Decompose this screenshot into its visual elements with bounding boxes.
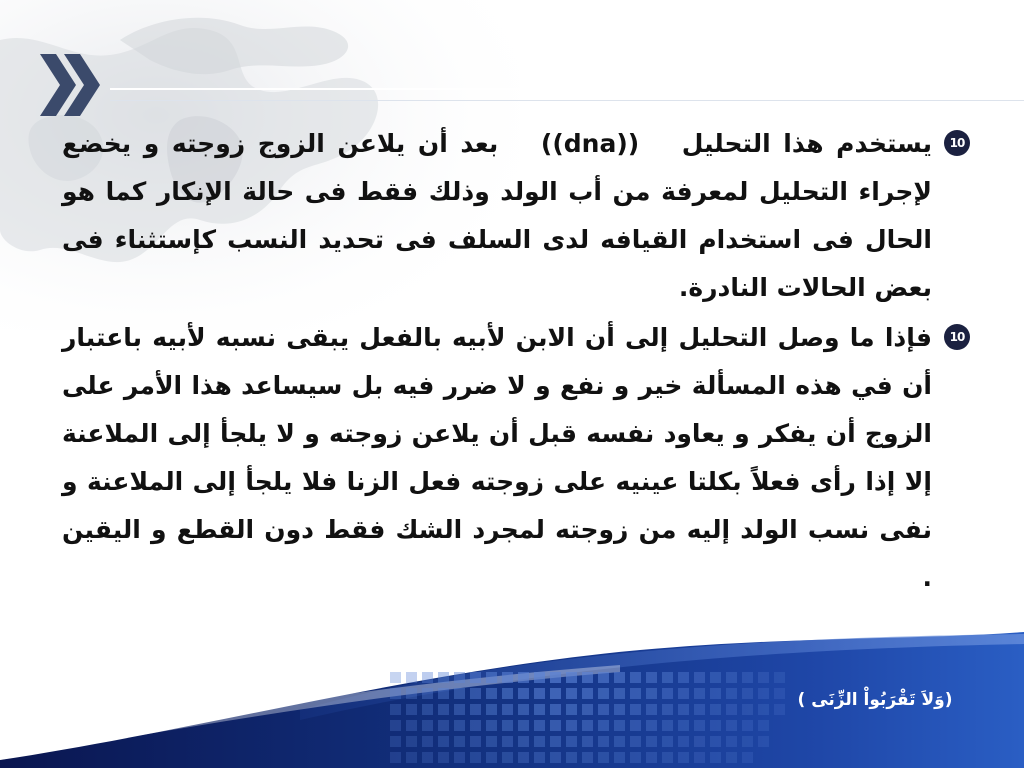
decor-tile bbox=[566, 752, 577, 763]
decor-tile bbox=[742, 704, 753, 715]
decor-tile bbox=[630, 752, 641, 763]
decor-tile bbox=[726, 704, 737, 715]
decor-tile bbox=[406, 704, 417, 715]
decor-tile bbox=[614, 752, 625, 763]
decor-tile bbox=[390, 688, 401, 699]
decor-tile bbox=[390, 720, 401, 731]
decor-tile bbox=[742, 688, 753, 699]
decor-tile bbox=[406, 752, 417, 763]
decor-tile bbox=[726, 752, 737, 763]
decor-tile bbox=[694, 704, 705, 715]
content-area bbox=[62, 120, 970, 604]
decor-tile bbox=[678, 688, 689, 699]
decor-tile bbox=[758, 704, 769, 715]
bullet-number-icon: 10 bbox=[944, 130, 970, 156]
decor-tile bbox=[710, 720, 721, 731]
decor-tile bbox=[758, 672, 769, 683]
decor-tile bbox=[694, 720, 705, 731]
decor-tile bbox=[534, 704, 545, 715]
decor-tile bbox=[518, 672, 529, 683]
decor-tile bbox=[518, 736, 529, 747]
decor-tile bbox=[438, 736, 449, 747]
decor-tile bbox=[678, 672, 689, 683]
decor-tile bbox=[694, 672, 705, 683]
decor-tile bbox=[662, 704, 673, 715]
decor-tile bbox=[598, 672, 609, 683]
decor-tile bbox=[742, 736, 753, 747]
decor-tile bbox=[390, 736, 401, 747]
decor-tile bbox=[630, 736, 641, 747]
decor-tile bbox=[726, 688, 737, 699]
decor-tile bbox=[454, 672, 465, 683]
decor-tile bbox=[582, 736, 593, 747]
decor-tile bbox=[470, 688, 481, 699]
decor-tile bbox=[550, 672, 561, 683]
decor-tile bbox=[566, 704, 577, 715]
decor-tile bbox=[774, 672, 785, 683]
decor-tile bbox=[422, 752, 433, 763]
decor-tile bbox=[534, 688, 545, 699]
decor-tile bbox=[710, 736, 721, 747]
decor-tile bbox=[534, 736, 545, 747]
decor-tile bbox=[438, 752, 449, 763]
bullet-text: فإذا ما وصل التحليل إلى أن الابن لأبيه بالفعل يبقى نسبه لأبيه باعتبار أن في هذه المسألة خير و نفع و لا ضرر فيه بل سيساعد هذا الأمر على الزوج أن يفكر و يعاود نفسه قبل أن يلاعن زوجته و لا يلجأ إلى الملاعنة إلا إذا رأى فعلاً بكلتا عينيه على زوجته فعل الزنا فلا يلجأ إلى الملاعنة و نفى نسب الولد إليه من زوجته لمجرد الشك فقط دون القطع و اليقين . bbox=[62, 323, 932, 592]
decor-tile bbox=[678, 752, 689, 763]
decor-tile bbox=[646, 752, 657, 763]
decor-tile bbox=[710, 688, 721, 699]
decor-tile bbox=[390, 752, 401, 763]
decor-tile bbox=[694, 752, 705, 763]
bullet-item bbox=[62, 120, 970, 312]
decor-tile bbox=[502, 672, 513, 683]
decor-tile bbox=[662, 736, 673, 747]
decor-tile bbox=[662, 720, 673, 731]
decor-tile bbox=[662, 688, 673, 699]
decor-tile bbox=[550, 688, 561, 699]
decor-tile bbox=[470, 720, 481, 731]
decor-tile bbox=[406, 688, 417, 699]
decor-tile bbox=[486, 704, 497, 715]
decor-tile bbox=[614, 672, 625, 683]
decor-tile bbox=[598, 752, 609, 763]
decor-tile bbox=[502, 720, 513, 731]
decor-tile bbox=[582, 720, 593, 731]
decor-tile bbox=[758, 688, 769, 699]
double-chevron-icon bbox=[36, 50, 106, 120]
decor-tile bbox=[646, 672, 657, 683]
decor-tile bbox=[566, 736, 577, 747]
bullet-text-start: يستخدم هذا التحليل bbox=[681, 129, 932, 158]
decor-tile bbox=[486, 672, 497, 683]
decor-tile bbox=[646, 704, 657, 715]
decor-tile bbox=[582, 672, 593, 683]
decor-tile bbox=[422, 704, 433, 715]
decor-tile bbox=[694, 736, 705, 747]
decor-tile bbox=[438, 672, 449, 683]
decor-tile bbox=[438, 688, 449, 699]
decor-tile bbox=[518, 720, 529, 731]
decor-tile bbox=[758, 736, 769, 747]
decor-tile bbox=[710, 672, 721, 683]
decor-tile bbox=[454, 688, 465, 699]
decor-tile bbox=[422, 720, 433, 731]
decor-tile bbox=[454, 704, 465, 715]
decor-tile bbox=[726, 672, 737, 683]
header-rule bbox=[110, 88, 1024, 90]
decor-tile bbox=[630, 720, 641, 731]
decor-tile bbox=[678, 736, 689, 747]
decor-tile bbox=[598, 720, 609, 731]
decor-tile bbox=[454, 752, 465, 763]
decor-tile bbox=[502, 704, 513, 715]
decor-tile bbox=[662, 752, 673, 763]
decor-tile bbox=[534, 672, 545, 683]
decor-tile bbox=[710, 752, 721, 763]
decor-tile bbox=[726, 720, 737, 731]
dna-label: ((dna)) bbox=[540, 129, 640, 158]
decor-tile bbox=[406, 720, 417, 731]
decor-tile bbox=[566, 688, 577, 699]
decor-tile bbox=[758, 720, 769, 731]
decor-tile bbox=[614, 720, 625, 731]
decor-tile bbox=[550, 752, 561, 763]
decor-tile bbox=[470, 752, 481, 763]
bullet-item bbox=[62, 314, 970, 602]
decor-tile bbox=[774, 704, 785, 715]
decor-tile bbox=[742, 672, 753, 683]
decor-tile bbox=[486, 720, 497, 731]
decor-tile bbox=[662, 672, 673, 683]
decor-tile bbox=[614, 736, 625, 747]
decor-tile bbox=[470, 736, 481, 747]
decor-tile bbox=[390, 672, 401, 683]
decor-tile bbox=[630, 672, 641, 683]
decor-tile bbox=[438, 720, 449, 731]
decor-tile bbox=[406, 736, 417, 747]
decor-tile bbox=[582, 752, 593, 763]
decor-tile bbox=[518, 752, 529, 763]
decor-tile bbox=[742, 752, 753, 763]
header-rule-secondary bbox=[110, 100, 1024, 101]
decor-tile bbox=[630, 704, 641, 715]
decor-tile bbox=[678, 704, 689, 715]
decor-tile bbox=[598, 736, 609, 747]
decor-tile bbox=[422, 736, 433, 747]
decor-tile bbox=[454, 720, 465, 731]
decor-tile bbox=[454, 736, 465, 747]
decor-tile bbox=[406, 672, 417, 683]
decor-tile bbox=[550, 736, 561, 747]
decor-tile bbox=[678, 720, 689, 731]
decor-tile bbox=[422, 672, 433, 683]
decor-tile bbox=[614, 688, 625, 699]
decor-tile bbox=[566, 672, 577, 683]
bullet-number-icon: 10 bbox=[944, 324, 970, 350]
decor-tile bbox=[646, 720, 657, 731]
decor-tile bbox=[518, 688, 529, 699]
decor-tile bbox=[646, 688, 657, 699]
decor-tile bbox=[726, 736, 737, 747]
decor-tile bbox=[390, 704, 401, 715]
decor-tile bbox=[694, 688, 705, 699]
footer-quote: (وَلاَ تَقْرَبُواْ الزِّنَى ) bbox=[797, 690, 953, 710]
decor-tile bbox=[774, 688, 785, 699]
decor-tile bbox=[582, 688, 593, 699]
decor-tile bbox=[582, 704, 593, 715]
decor-tile bbox=[710, 704, 721, 715]
decor-tile bbox=[550, 704, 561, 715]
decor-tile bbox=[486, 688, 497, 699]
decor-tile bbox=[646, 736, 657, 747]
bullet-text-end: بعد أن يلاعن الزوج زوجته و يخضع لإجراء التحليل لمعرفة من أب الولد وذلك فقط فى حالة الإنكار كما هو الحال فى استخدام القيافه لدى السلف فى تحديد النسب كإستثناء فى بعض الحالات النادرة. bbox=[62, 129, 932, 302]
decor-tile bbox=[486, 752, 497, 763]
decor-tile bbox=[598, 704, 609, 715]
decor-tile bbox=[502, 688, 513, 699]
decor-tile bbox=[502, 736, 513, 747]
decor-tile bbox=[566, 720, 577, 731]
decor-tile bbox=[534, 720, 545, 731]
decor-tile bbox=[438, 704, 449, 715]
decor-tile bbox=[422, 688, 433, 699]
decor-tile bbox=[630, 688, 641, 699]
decor-tile bbox=[486, 736, 497, 747]
decor-tile bbox=[614, 704, 625, 715]
decor-tile bbox=[518, 704, 529, 715]
decor-tile bbox=[470, 704, 481, 715]
decor-tile bbox=[502, 752, 513, 763]
decor-tile bbox=[470, 672, 481, 683]
decor-tile bbox=[742, 720, 753, 731]
decor-tile bbox=[598, 688, 609, 699]
decor-tile bbox=[534, 752, 545, 763]
decor-tile bbox=[550, 720, 561, 731]
